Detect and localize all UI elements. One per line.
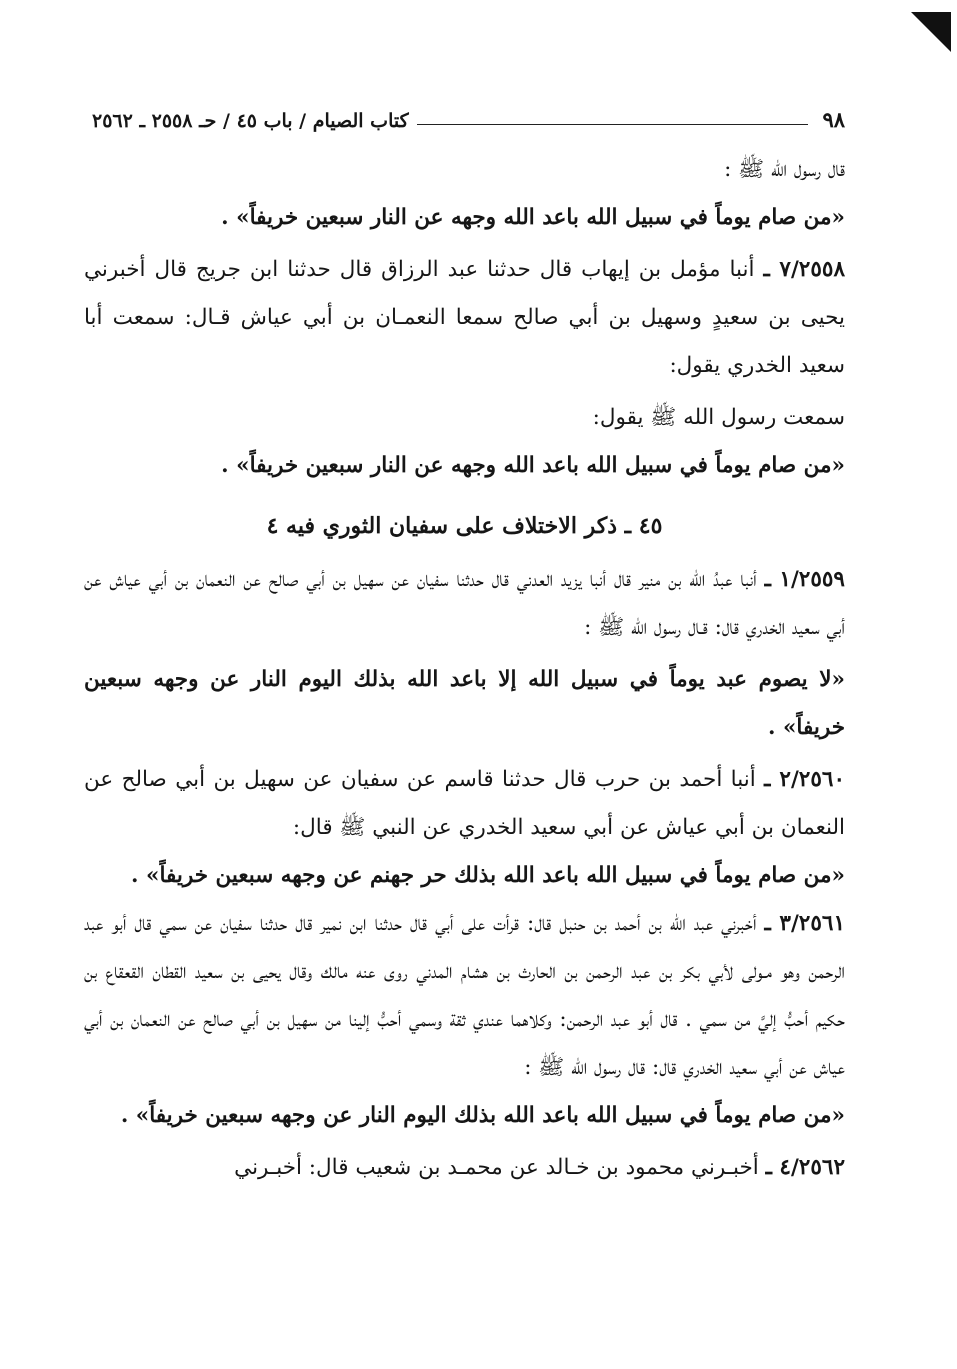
hadith-text: «من صام يوماً في سبيل الله باعد الله بذلك حر جهنم عن وجهه سبعين خريفاً» . xyxy=(131,863,845,888)
hadith-number: ٢/٢٥٦٠ ـ xyxy=(764,767,845,792)
isnad-paragraph-2558: ٧/٢٥٥٨ ـ أنبا مؤمل بن إيهاب قال حدثنا عبد الرزاق قال حدثنا ابن جريج قال أخبرني يحيى بن سعيدٍ وسهيل بن أبي صالح سمعا النعمـان بن أبي عياش قـال: سمعت أبا سعيد الخدري يقول: xyxy=(84,257,845,378)
narration-line: سمعت رسول الله ﷺ يقول: xyxy=(592,405,845,430)
hadith-number: ٣/٢٥٦١ ـ xyxy=(764,911,845,936)
isnad-paragraph-2562: ٤/٢٥٦٢ ـ أخبـرني محمود بن خـالد عن محمـد بن شعيب قال: أخبـرني xyxy=(234,1155,845,1180)
running-header xyxy=(92,92,845,132)
isnad-paragraph-2561: ٣/٢٥٦١ ـ أخبرني عبد الله بن أحمد بن حنبل قال: قرأت على أبي قال حدثنا ابن نمير قال حدثنا سفيان عن سمي قال أبو عبد الرحمن وهو مـولى لأبي بكر بن عبد الرحمن بن الحارث بن هشام المدني روى عنه مالك وقال يحيى بن سعيد القطان القعقاع بن حكيم أحبُّ إليَّ من سمي . قال أبو عبد الرحمن: وكلاهما عندي ثقة وسمي أحبُّ إلينا من سهيل بن أبي صالح عن النعمان بن أبي عياش عن أبي سعيد الخدري قال: قال رسول الله ﷺ : xyxy=(84,911,845,1080)
hadith-text: «لا يصوم عبد يوماً في سبيل الله إلا باعد الله بذلك اليوم النار عن وجهه سبعين خريفاً» . xyxy=(84,667,845,740)
hadith-text: «من صام يوماً في سبيل الله باعد الله وجهه عن النار سبعين خريفاً» . xyxy=(221,205,845,230)
running-title: كتاب الصيام / باب ٤٥ / حـ ٢٥٥٨ ـ ٢٥٦٢ xyxy=(92,110,409,132)
page-number: ٩٨ xyxy=(822,107,845,132)
header-rule xyxy=(417,124,809,125)
hadith-number: ١/٢٥٥٩ ـ xyxy=(764,567,845,592)
chapter-heading: ٤٥ ـ ذكر الاختلاف على سفيان الثوري فيه ٤ xyxy=(266,513,663,539)
hadith-number: ٤/٢٥٦٢ ـ xyxy=(765,1155,845,1180)
hadith-text: «من صام يوماً في سبيل الله باعد الله بذلك اليوم النار عن وجهه سبعين خريفاً» . xyxy=(120,1103,845,1128)
isnad-paragraph-2560: ٢/٢٥٦٠ ـ أنبا أحمد بن حرب قال حدثنا قاسم عن سفيان عن سهيل بن أبي صالح عن النعمان بن أبي عياش عن أبي سعيد الخدري عن النبي ﷺ قال: xyxy=(84,767,845,840)
narration-line: قال رسول الله ﷺ : xyxy=(724,157,845,182)
page-body xyxy=(84,146,845,1192)
hadith-number: ٧/٢٥٥٨ ـ xyxy=(763,257,845,282)
hadith-text: «من صام يوماً في سبيل الله باعد الله وجهه عن النار سبعين خريفاً» . xyxy=(221,453,845,478)
isnad-paragraph-2559: ١/٢٥٥٩ ـ أنبا عبدُ الله بن منير قال أنبا يزيد العدني قال حدثنا سفيان عن سهيل بن أبي صالح عن النعمان بن أبي عياش عن أبي سعيد الخدري قال: قـال رسول الله ﷺ : xyxy=(84,567,845,640)
corner-triangle-mark xyxy=(911,12,951,52)
